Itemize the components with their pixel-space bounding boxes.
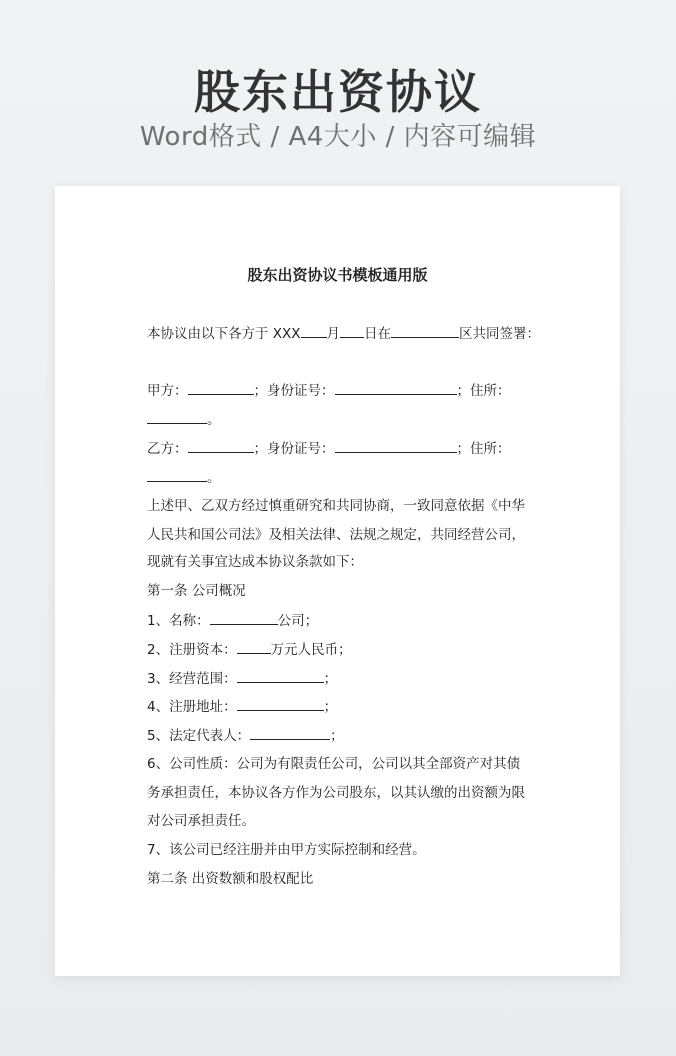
item-rep bbox=[147, 725, 547, 746]
party-b-line-2 bbox=[147, 467, 547, 488]
item-address-label: 4、注册地址： bbox=[147, 699, 237, 715]
item-rep-label: 5、法定代表人： bbox=[147, 728, 251, 744]
item-capital bbox=[147, 639, 547, 660]
blank-field bbox=[237, 639, 271, 654]
intro-text-c: 日在 bbox=[364, 326, 392, 342]
item-nature-line: 务承担责任，本协议各方作为公司股东，以其认缴的出资额为限 bbox=[147, 785, 525, 801]
blank-field bbox=[237, 696, 324, 711]
preamble-line: 人民共和国公司法》及相关法律、法规之规定，共同经营公司， bbox=[147, 527, 525, 543]
item-name-suffix: 公司； bbox=[277, 613, 319, 629]
party-b-line bbox=[147, 438, 547, 459]
item-name-label: 1、名称： bbox=[147, 613, 210, 629]
item-address-suffix: ； bbox=[323, 699, 338, 715]
item-name bbox=[147, 610, 547, 631]
preamble-line: 现就有关事宜达成本协议条款如下： bbox=[147, 554, 363, 570]
party-a-addr-label: ；住所： bbox=[456, 383, 511, 399]
blank-field bbox=[147, 467, 207, 482]
document-title: 股东出资协议书模板通用版 bbox=[247, 266, 428, 284]
party-b-label: 乙方： bbox=[147, 441, 188, 457]
party-a-line-2 bbox=[147, 409, 547, 430]
party-a-line bbox=[147, 380, 547, 401]
blank-field bbox=[147, 409, 207, 424]
blank-field bbox=[188, 380, 254, 395]
item-scope bbox=[147, 668, 547, 689]
blank-field bbox=[340, 323, 364, 338]
item-nature-line: 对公司承担责任。 bbox=[147, 813, 255, 829]
party-a-label: 甲方： bbox=[147, 383, 188, 399]
item-scope-label: 3、经营范围： bbox=[147, 671, 237, 687]
intro-text-a: 本协议由以下各方于 XXX bbox=[147, 326, 301, 342]
blank-field bbox=[250, 725, 330, 740]
party-b-end: 。 bbox=[207, 470, 221, 486]
blank-field bbox=[391, 323, 459, 338]
article-1-heading: 第一条 公司概况 bbox=[147, 583, 246, 599]
blank-field bbox=[188, 438, 254, 453]
intro-line bbox=[147, 323, 547, 344]
article-2-heading: 第二条 出资数额和股权配比 bbox=[147, 871, 314, 887]
blank-field bbox=[301, 323, 327, 338]
blank-field bbox=[210, 610, 278, 625]
blank-field bbox=[335, 380, 457, 395]
document-page bbox=[55, 186, 620, 976]
hero-title: 股东出资协议 bbox=[194, 65, 482, 119]
item-rep-suffix: ； bbox=[330, 728, 344, 744]
item-capital-label: 2、注册资本： bbox=[147, 642, 237, 658]
item-control: 7、该公司已经注册并由甲方实际控制和经营。 bbox=[147, 842, 426, 858]
item-address bbox=[147, 696, 547, 717]
hero-subtitle: Word格式 / A4大小 / 内容可编辑 bbox=[139, 122, 537, 152]
preamble-line: 上述甲、乙双方经过慎重研究和共同协商，一致同意依据《中华 bbox=[147, 498, 525, 514]
item-nature-line: 6、公司性质：公司为有限责任公司，公司以其全部资产对其债 bbox=[147, 756, 521, 772]
intro-text-b: 月 bbox=[326, 326, 341, 342]
party-a-end: 。 bbox=[207, 412, 221, 428]
party-b-id-label: ；身份证号： bbox=[253, 441, 335, 457]
blank-field bbox=[237, 668, 324, 683]
intro-text-d: 区共同签署： bbox=[459, 326, 541, 342]
party-b-addr-label: ；住所： bbox=[456, 441, 511, 457]
item-scope-suffix: ； bbox=[323, 671, 338, 687]
blank-field bbox=[335, 438, 457, 453]
item-capital-suffix: 万元人民币； bbox=[270, 642, 352, 658]
party-a-id-label: ；身份证号： bbox=[253, 383, 335, 399]
